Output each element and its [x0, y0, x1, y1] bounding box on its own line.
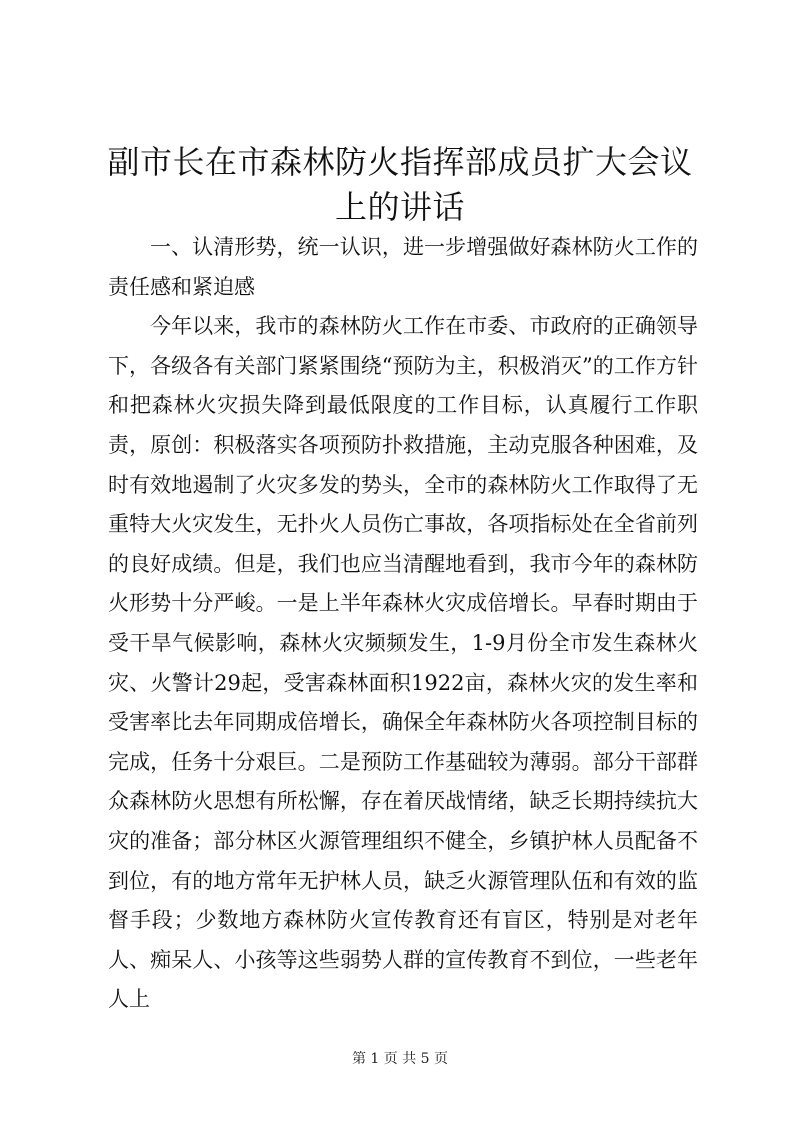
page-footer: 第 1 页 共 5 页 — [351, 1051, 449, 1067]
body-paragraph: 今年以来，我市的森林防火工作在市委、市政府的正确领导下，各级各有关部门紧紧围绕“预防为主，积极消灭”的工作方针和把森林火灾损失降到最低限度的工作目标，认真履行工作职责，原创：积极落实各项预防扑救措施，主动克服各种困难，及时有效地遏制了火灾多发的势头，全市的森林防火工作取得了无重特大火灾发生，无扑火人员伤亡事故，各项指标处在全省前列的良好成绩。但是，我们也应当清醒地看到，我市今年的森林防火形势十分严峻。一是上半年森林火灾成倍增长。早春时期由于受干旱气候影响，森林火灾频频发生，1-9月份全市发生森林火灾、火警计29起，受害森林面积1922亩，森林火灾的发生率和受害率比去年同期成倍增长，确保全年森林防火各项控制目标的完成，任务十分艰巨。二是预防工作基础较为薄弱。部分干部群众森林防火思想有所松懈，存在着厌战情绪，缺乏长期持续抗大灾的准备；部分林区火源管理组织不健全，乡镇护林人员配备不到位，有的地方常年无护林人员，缺乏火源管理队伍和有效的监督手段；少数地方森林防火宣传教育还有盲区，特别是对老年人、痴呆人、小孩等这些弱势人群的宣传教育不到位，一些老年人上 — [108, 314, 698, 1012]
section-heading: 一、认清形势，统一认识，进一步增强做好森林防火工作的责任感和紧迫感 — [108, 235, 698, 299]
document-title: 副市长在市森林防火指挥部成员扩大会议上的讲话 — [107, 143, 693, 226]
document-body — [108, 228, 698, 1020]
